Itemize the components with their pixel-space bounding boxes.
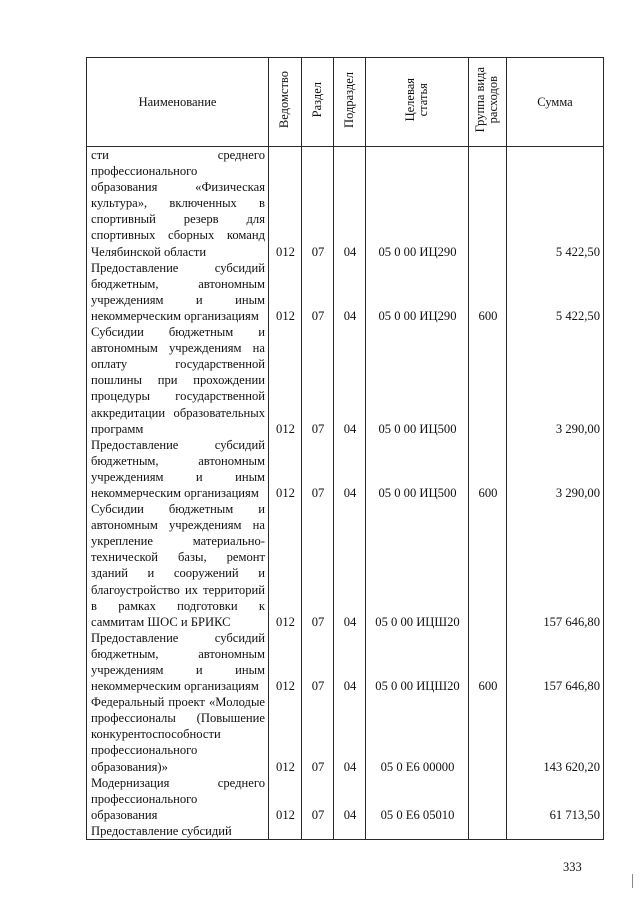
cell-dept: [269, 823, 302, 840]
col-header-sum: Сумма: [507, 58, 604, 147]
table-row: [87, 630, 604, 694]
cell-sum: 61 713,50: [507, 775, 604, 823]
table-row: [87, 260, 604, 324]
cell-section: 07: [302, 324, 334, 437]
cell-dept: 012: [269, 147, 302, 260]
cell-target: 05 0 00 ИЦ290: [366, 147, 469, 260]
cell-subsection: 04: [334, 324, 366, 437]
cell-sum: 3 290,00: [507, 437, 604, 501]
col-header-section: Раздел: [302, 58, 334, 147]
cell-section: 07: [302, 694, 334, 774]
cell-name: сти среднего профессионального образования «Физическая культура», включенных в спортивный резерв для спортивных сборных команд Челябинской области: [87, 147, 269, 260]
table-row: [87, 694, 604, 774]
cell-subsection: 04: [334, 260, 366, 324]
table-row: [87, 775, 604, 823]
cell-target: 05 0 00 ИЦ290: [366, 260, 469, 324]
cell-group: [469, 775, 507, 823]
cell-subsection: [334, 823, 366, 840]
cell-target: 05 0 00 ИЦ500: [366, 437, 469, 501]
cell-group: 600: [469, 630, 507, 694]
cell-section: 07: [302, 501, 334, 630]
cell-group: 600: [469, 437, 507, 501]
cell-section: [302, 823, 334, 840]
table-row: [87, 437, 604, 501]
cell-sum: 143 620,20: [507, 694, 604, 774]
col-header-dept: Ведомство: [269, 58, 302, 147]
col-header-target: Целевая статья: [366, 58, 469, 147]
cell-name: Предоставление субсидий бюджетным, автономным учреждениям и иным некоммерческим организациям: [87, 630, 269, 694]
cell-target: 05 0 00 ИЦШ20: [366, 630, 469, 694]
col-header-subsection: Подраздел: [334, 58, 366, 147]
cell-target: 05 0 Е6 05010: [366, 775, 469, 823]
scan-edge-mark: [632, 874, 633, 888]
table-row: [87, 501, 604, 630]
cell-sum: 5 422,50: [507, 147, 604, 260]
cell-dept: 012: [269, 324, 302, 437]
cell-name: Предоставление субсидий: [87, 823, 269, 840]
cell-group: [469, 501, 507, 630]
cell-dept: 012: [269, 775, 302, 823]
cell-section: 07: [302, 775, 334, 823]
cell-name: Предоставление субсидий бюджетным, автономным учреждениям и иным некоммерческим организациям: [87, 260, 269, 324]
page-number: 333: [563, 860, 582, 874]
cell-target: 05 0 00 ИЦШ20: [366, 501, 469, 630]
cell-name: Модернизация среднего профессионального образования: [87, 775, 269, 823]
cell-sum: 3 290,00: [507, 324, 604, 437]
table-row: [87, 147, 604, 260]
table-body: [87, 147, 604, 840]
cell-name: Федеральный проект «Молодые профессионалы (Повышение конкурентоспособности профессионального образования)»: [87, 694, 269, 774]
cell-group: [469, 694, 507, 774]
cell-sum: 157 646,80: [507, 501, 604, 630]
cell-target: 05 0 Е6 00000: [366, 694, 469, 774]
cell-subsection: 04: [334, 147, 366, 260]
cell-name: Субсидии бюджетным и автономным учреждениям на укрепление материально-технической базы, ремонт зданий и сооружений и благоустройство их территорий в рамках подготовки к саммитам ШОС и БРИКС: [87, 501, 269, 630]
cell-target: 05 0 00 ИЦ500: [366, 324, 469, 437]
cell-dept: 012: [269, 630, 302, 694]
table-row: [87, 324, 604, 437]
cell-group: [469, 823, 507, 840]
cell-sum: 5 422,50: [507, 260, 604, 324]
cell-subsection: 04: [334, 694, 366, 774]
col-header-exp-group: Группа вида расходов: [469, 58, 507, 147]
cell-section: 07: [302, 630, 334, 694]
cell-dept: 012: [269, 260, 302, 324]
cell-group: 600: [469, 260, 507, 324]
cell-dept: 012: [269, 694, 302, 774]
cell-subsection: 04: [334, 775, 366, 823]
cell-dept: 012: [269, 437, 302, 501]
cell-name: Предоставление субсидий бюджетным, автономным учреждениям и иным некоммерческим организациям: [87, 437, 269, 501]
budget-table: [86, 57, 604, 840]
cell-subsection: 04: [334, 501, 366, 630]
cell-subsection: 04: [334, 630, 366, 694]
table-row: [87, 823, 604, 840]
cell-dept: 012: [269, 501, 302, 630]
cell-sum: 157 646,80: [507, 630, 604, 694]
cell-section: 07: [302, 260, 334, 324]
cell-group: [469, 147, 507, 260]
cell-subsection: 04: [334, 437, 366, 501]
cell-sum: [507, 823, 604, 840]
cell-section: 07: [302, 147, 334, 260]
col-header-name: Наименование: [87, 58, 269, 147]
cell-section: 07: [302, 437, 334, 501]
table-header-row: [87, 58, 604, 147]
cell-name: Субсидии бюджетным и автономным учреждениям на оплату государственной пошлины при прохождении процедуры государственной аккредитации образовательных программ: [87, 324, 269, 437]
cell-group: [469, 324, 507, 437]
cell-target: [366, 823, 469, 840]
